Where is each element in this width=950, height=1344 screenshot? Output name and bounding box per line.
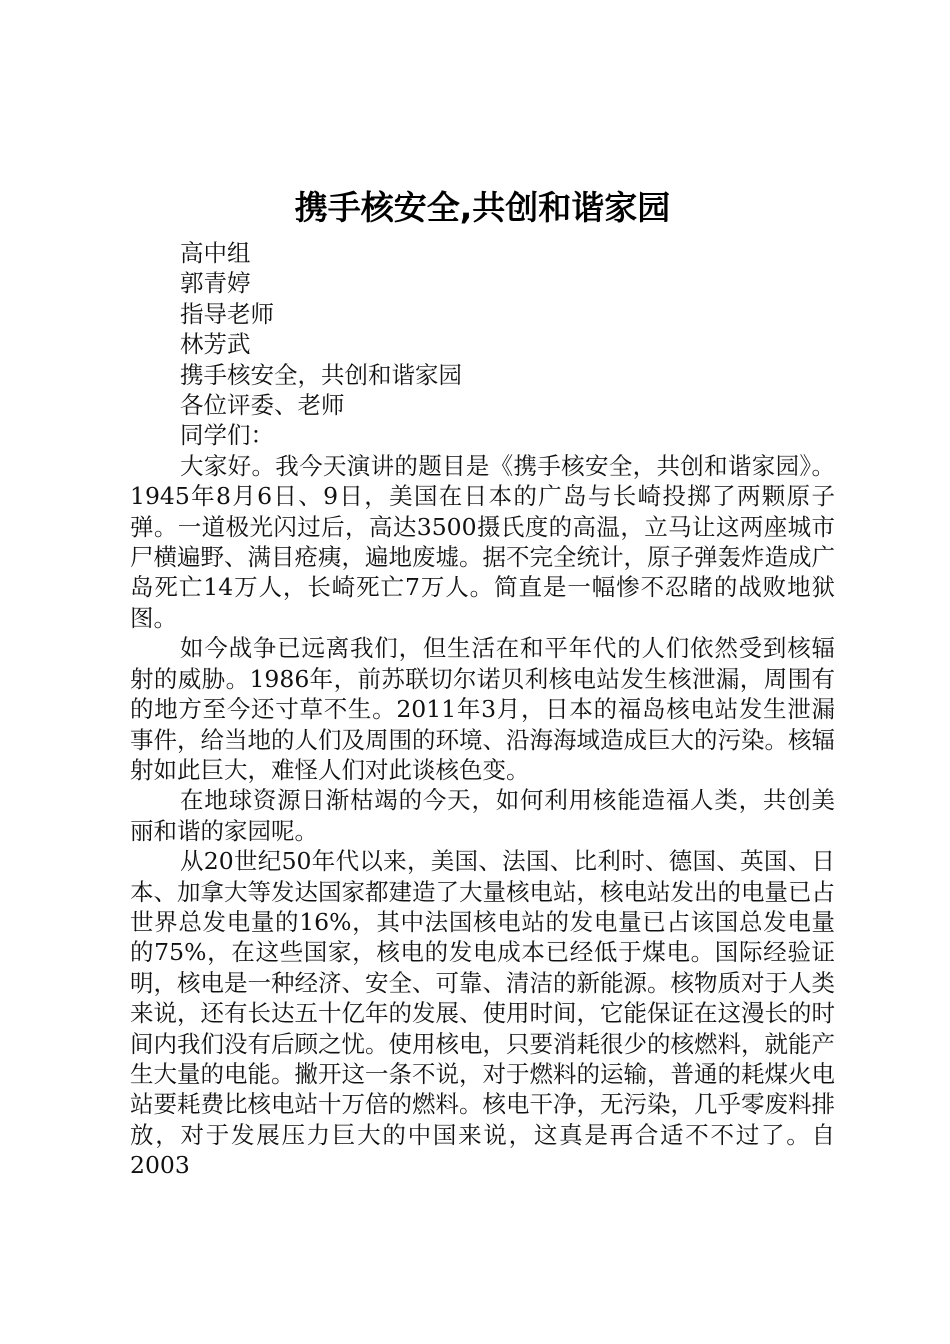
body-text xyxy=(130,451,835,1181)
header-line-speech-title: 携手核安全，共创和谐家园 xyxy=(180,360,462,389)
header-block xyxy=(130,238,835,451)
header-line-author: 郭青婷 xyxy=(180,269,251,298)
body-paragraph: 大家好。我今天演讲的题目是《携手核安全，共创和谐家园》。1945年8月6日、9日，美国在日本的广岛与长崎投掷了两颗原子弹。一道极光闪过后，高达3500摄氏度的高温，立马让这两座城市尸横遍野、满目疮痍，遍地废墟。据不完全统计，原子弹轰炸造成广岛死亡14万人，长崎死亡7万人。简直是一幅惨不忍睹的战败地狱图。 xyxy=(130,451,835,632)
body-paragraph: 如今战争已远离我们，但生活在和平年代的人们依然受到核辐射的威胁。1986年，前苏联切尔诺贝利核电站发生核泄漏，周围有的地方至今还寸草不生。2011年3月，日本的福岛核电站发生泄漏事件，给当地的人们及周围的环境、沿海海域造成巨大的污染。核辐射如此巨大，难怪人们对此谈核色变。 xyxy=(130,634,835,784)
header-line-group: 高中组 xyxy=(180,239,251,267)
header-line-advisor-label: 指导老师 xyxy=(180,299,274,328)
document-title: 携手核安全,共创和谐家园 xyxy=(294,188,671,227)
body-paragraph: 在地球资源日渐枯竭的今天，如何利用核能造福人类，共创美丽和谐的家园呢。 xyxy=(130,786,835,845)
document-page xyxy=(130,186,835,1181)
header-line-greeting-judges: 各位评委、老师 xyxy=(180,391,345,420)
body-paragraph: 从20世纪50年代以来，美国、法国、比利时、德国、英国、日本、加拿大等发达国家都建造了大量核电站，核电站发出的电量已占世界总发电量的16%，其中法国核电站的发电量已占该国总发电量的75%，在这些国家，核电的发电成本已经低于煤电。国际经验证明，核电是一种经济、安全、可靠、清洁的新能源。核物质对于人类来说，还有长达五十亿年的发展、使用时间，它能保证在这漫长的时间内我们没有后顾之忧。使用核电，只要消耗很少的核燃料，就能产生大量的电能。撇开这一条不说，对于燃料的运输，普通的耗煤火电站要耗费比核电站十万倍的燃料。核电干净，无污染，几乎零废料排放，对于发展压力巨大的中国来说，这真是再合适不不过了。自2003 xyxy=(130,847,835,1180)
header-line-greeting-students: 同学们： xyxy=(180,421,274,450)
header-line-advisor-name: 林芳武 xyxy=(180,330,251,359)
